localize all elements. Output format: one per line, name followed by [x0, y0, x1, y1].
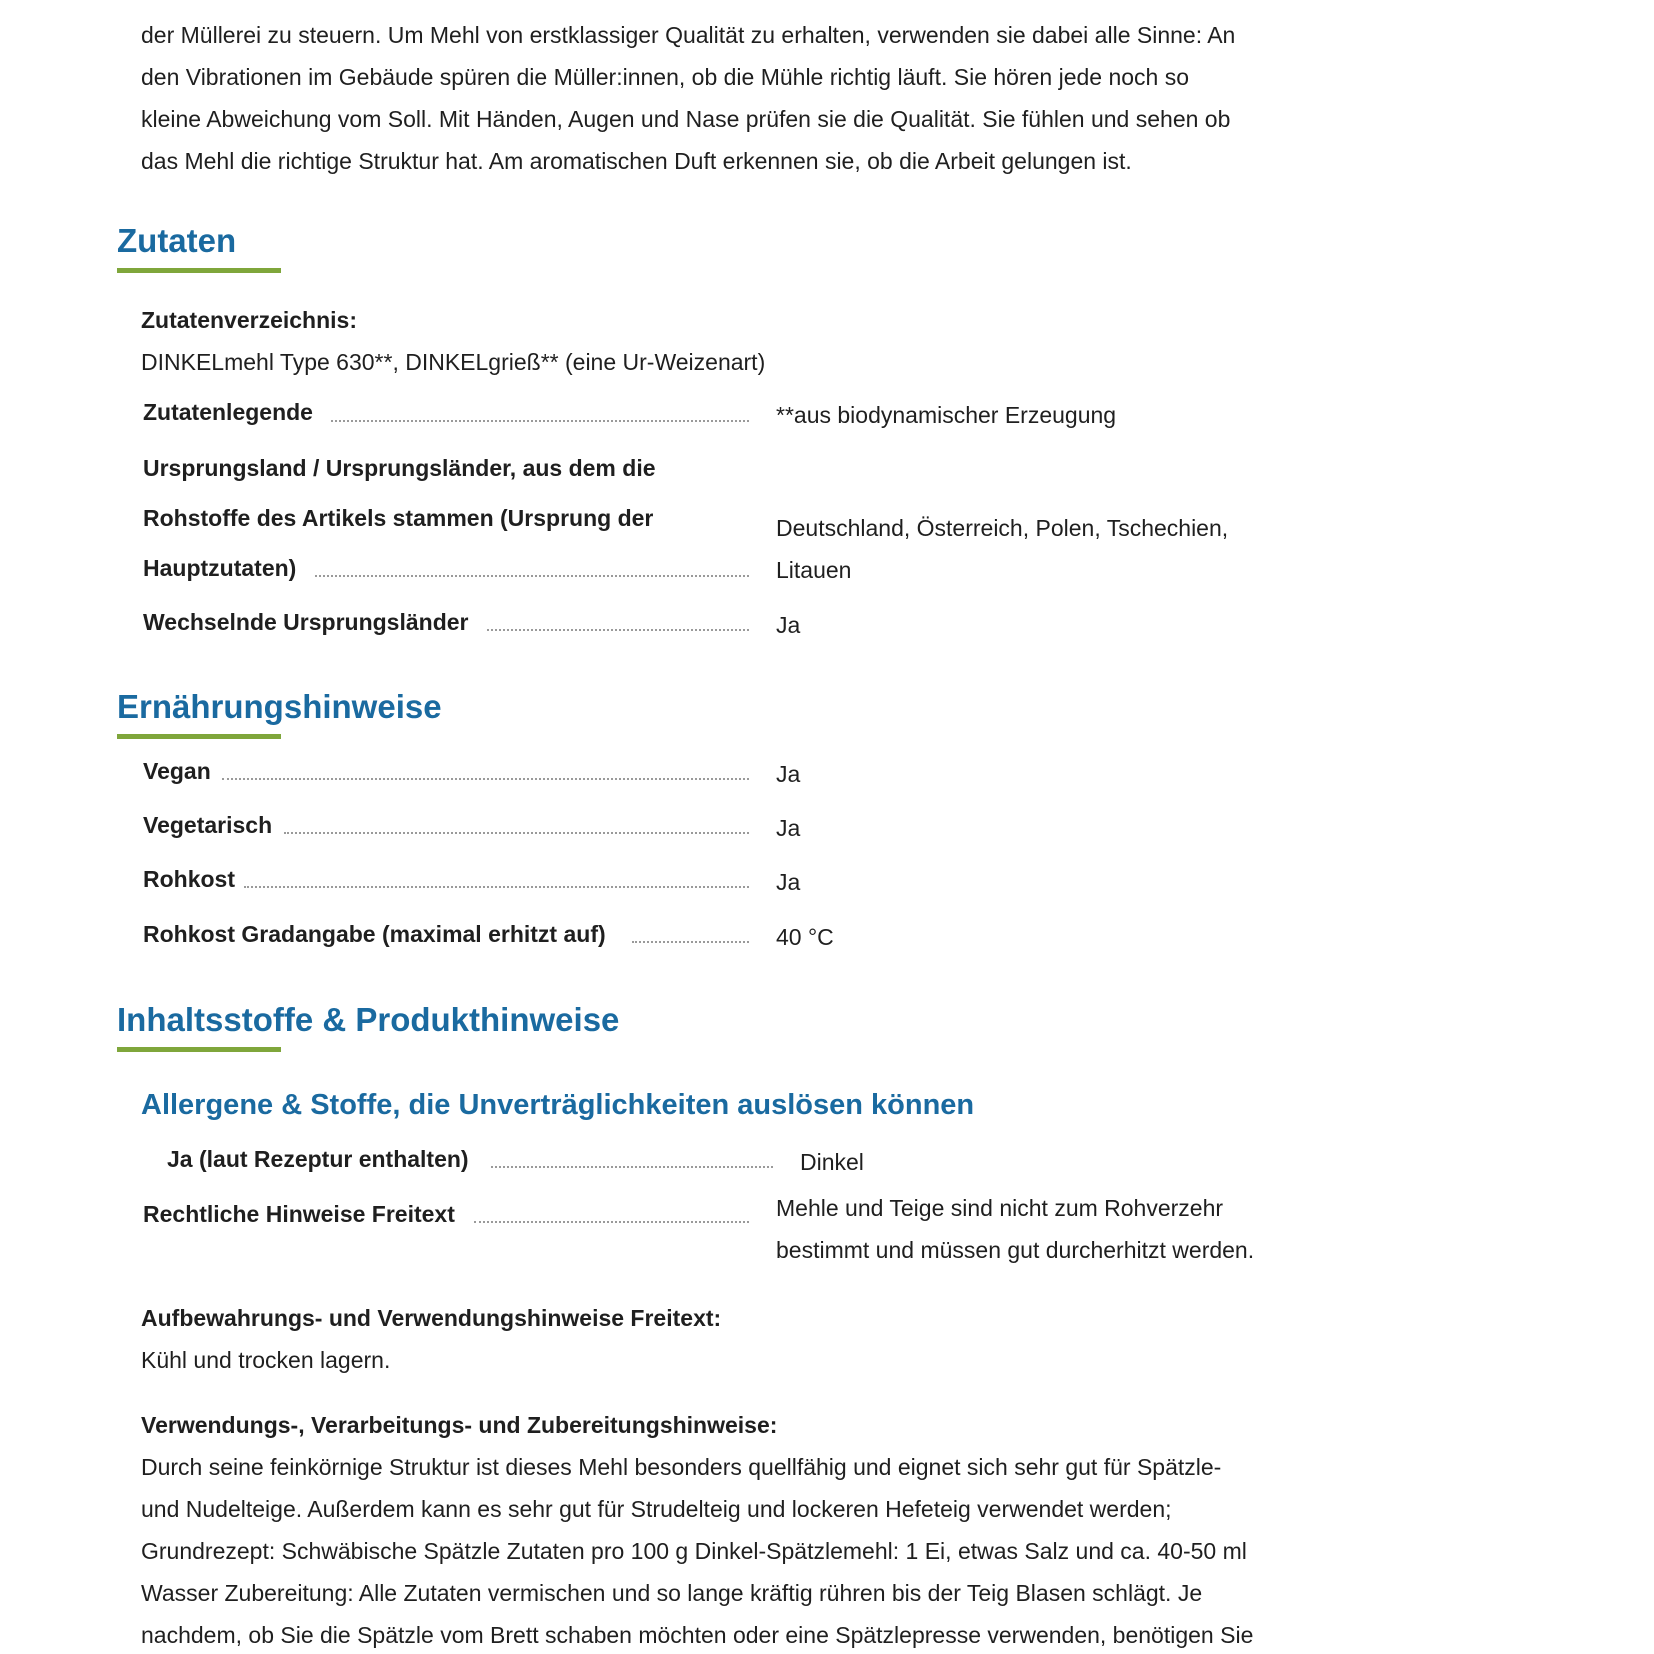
- intro-paragraph: [141, 14, 1381, 182]
- rechtliche-hinweise-label: Rechtliche Hinweise Freitext: [143, 1201, 455, 1227]
- verwendung-line: Wasser Zubereitung: Alle Zutaten vermischen und so lange kräftig rühren bis der Teig Blasen schlägt. Je: [141, 1580, 1203, 1606]
- verwendung-line: und Nudelteige. Außerdem kann es sehr gut für Strudelteig und lockeren Hefeteig verwendet werden;: [141, 1496, 1172, 1522]
- intro-line: das Mehl die richtige Struktur hat. Am aromatischen Duft erkennen sie, ob die Arbeit gelungen ist.: [141, 148, 1132, 174]
- rechtliche-hinweise-value-line: Mehle und Teige sind nicht zum Rohverzehr: [776, 1195, 1224, 1221]
- allergene-enthalten-value: Dinkel: [800, 1149, 864, 1175]
- ursprung-value-line: Litauen: [776, 557, 852, 583]
- subheading-allergene: Allergene & Stoffe, die Unverträglichkeiten auslösen können: [141, 1089, 975, 1121]
- section-heading-inhaltsstoffe: Inhaltsstoffe & Produkthinweise: [117, 1001, 620, 1038]
- rechtliche-hinweise-value-line: bestimmt und müssen gut durcherhitzt werden.: [776, 1237, 1255, 1263]
- vegetarisch-label: Vegetarisch: [143, 812, 273, 838]
- leader-dots: [632, 941, 749, 943]
- heading-underline: [117, 1047, 281, 1052]
- leader-dots: [487, 629, 749, 631]
- aufbewahrung-label: Aufbewahrungs- und Verwendungshinweise Freitext:: [141, 1305, 722, 1331]
- leader-dots: [491, 1166, 773, 1168]
- heading-underline: [117, 268, 281, 273]
- ursprung-label-line: Rohstoffe des Artikels stammen (Ursprung der: [143, 505, 654, 531]
- rohkost-label: Rohkost: [143, 866, 235, 892]
- leader-dots: [474, 1221, 749, 1223]
- verwendung-line: Durch seine feinkörnige Struktur ist dieses Mehl besonders quellfähig und eignet sich sehr gut für Spätzle-: [141, 1454, 1222, 1480]
- ursprung-label-line: Ursprungsland / Ursprungsländer, aus dem die: [143, 455, 656, 481]
- rohkost-gradangabe-label: Rohkost Gradangabe (maximal erhitzt auf): [143, 921, 606, 947]
- vegetarisch-value: Ja: [776, 815, 801, 841]
- aufbewahrung-value: Kühl und trocken lagern.: [141, 1347, 391, 1373]
- section-heading-zutaten: Zutaten: [117, 222, 237, 259]
- leader-dots: [222, 778, 749, 780]
- vegan-value: Ja: [776, 761, 801, 787]
- verwendung-line: nachdem, ob Sie die Spätzle vom Brett schaben möchten oder eine Spätzlepresse verwenden, benötigen Sie: [141, 1622, 1254, 1648]
- leader-dots: [284, 832, 749, 834]
- heading-underline: [117, 734, 281, 739]
- zutatenlegende-value: **aus biodynamischer Erzeugung: [776, 402, 1117, 428]
- leader-dots: [315, 575, 749, 577]
- ursprung-value-line: Deutschland, Österreich, Polen, Tschechien,: [776, 515, 1229, 541]
- leader-dots: [244, 886, 749, 888]
- ursprung-label-line: Hauptzutaten): [143, 555, 297, 581]
- intro-line: kleine Abweichung vom Soll. Mit Händen, Augen und Nase prüfen sie die Qualität. Sie fühlen und sehen ob: [141, 106, 1231, 132]
- zutatenverzeichnis-value: DINKELmehl Type 630**, DINKELgrieß** (eine Ur-Weizenart): [141, 349, 766, 375]
- rohkost-gradangabe-value: 40 °C: [776, 924, 834, 950]
- wechselnde-ursprungslaender-value: Ja: [776, 612, 801, 638]
- zutatenlegende-label: Zutatenlegende: [143, 399, 313, 425]
- section-heading-ernaehrung: Ernährungshinweise: [117, 688, 442, 725]
- intro-line: der Müllerei zu steuern. Um Mehl von erstklassiger Qualität zu erhalten, verwenden sie dabei alle Sinne: An: [141, 22, 1236, 48]
- intro-line: den Vibrationen im Gebäude spüren die Müller:innen, ob die Mühle richtig läuft. Sie hören jede noch so: [141, 64, 1190, 90]
- vegan-label: Vegan: [143, 758, 211, 784]
- wechselnde-ursprungslaender-label: Wechselnde Ursprungsländer: [143, 609, 469, 635]
- allergene-enthalten-label: Ja (laut Rezeptur enthalten): [167, 1146, 469, 1172]
- rohkost-value: Ja: [776, 869, 801, 895]
- zutatenverzeichnis-label: Zutatenverzeichnis:: [141, 307, 357, 333]
- verwendung-label: Verwendungs-, Verarbeitungs- und Zubereitungshinweise:: [141, 1412, 778, 1438]
- verwendung-line: Grundrezept: Schwäbische Spätzle Zutaten pro 100 g Dinkel-Spätzlemehl: 1 Ei, etwas Salz und ca. 40-50 ml: [141, 1538, 1247, 1564]
- leader-dots: [331, 420, 749, 422]
